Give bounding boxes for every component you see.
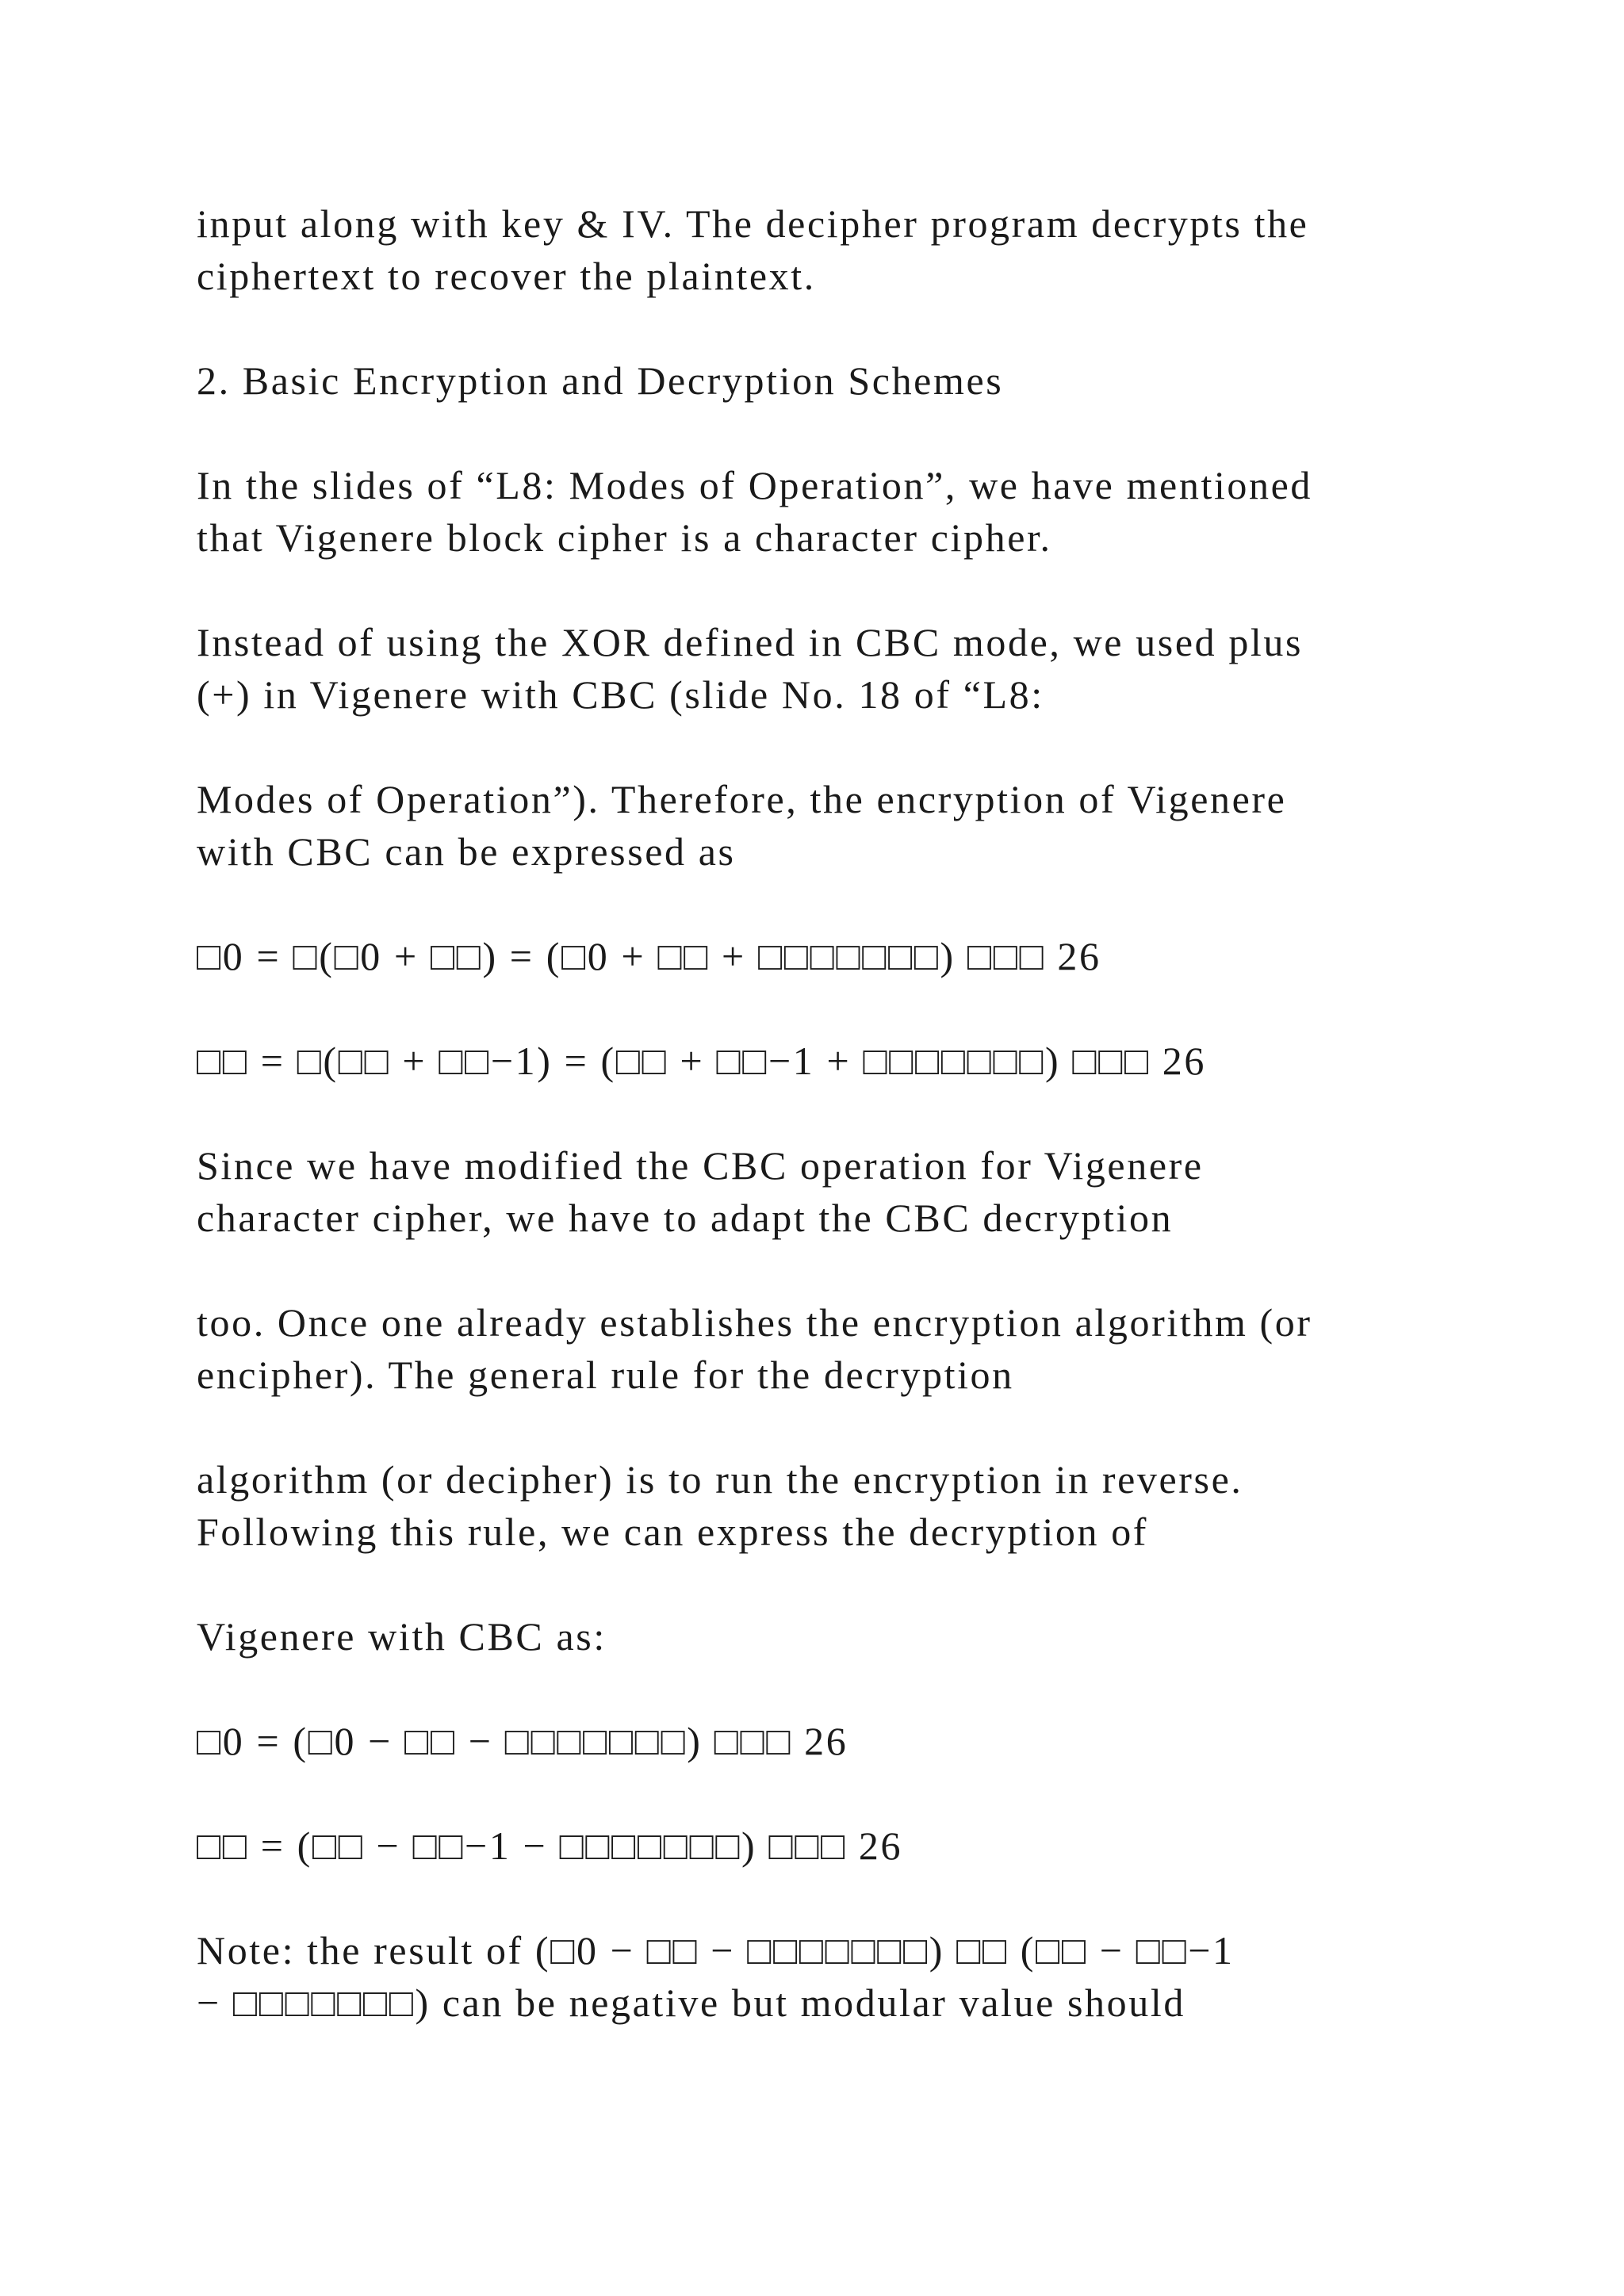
text-line: character cipher, we have to adapt the CBC decryption [197, 1196, 1174, 1240]
text-line: with CBC can be expressed as [197, 829, 736, 874]
text-line: Note: the result of (□0 − □□ − □□□□□□□) □□ (□□ − □□−1 [197, 1928, 1235, 1973]
text-line: Modes of Operation”). Therefore, the encryption of Vigenere [197, 777, 1287, 821]
text-line: algorithm (or decipher) is to run the encryption in reverse. [197, 1457, 1243, 1502]
text-line: Vigenere with CBC as: [197, 1614, 607, 1659]
text-line: Instead of using the XOR defined in CBC mode, we used plus [197, 620, 1304, 664]
text-line: too. Once one already establishes the encryption algorithm (or [197, 1300, 1312, 1345]
text-line: encipher). The general rule for the decryption [197, 1353, 1014, 1397]
text-line: that Vigenere block cipher is a character cipher. [197, 515, 1052, 560]
text-line: Following this rule, we can express the decryption of [197, 1510, 1149, 1554]
text-line: ciphertext to recover the plaintext. [197, 254, 816, 298]
equation-line: □□ = (□□ − □□−1 − □□□□□□□) □□□ 26 [197, 1823, 903, 1868]
text-line: − □□□□□□□) can be negative but modular value should [197, 1980, 1185, 2025]
text-line: In the slides of “L8: Modes of Operation”, we have mentioned [197, 463, 1313, 507]
equation-line: □□ = □(□□ + □□−1) = (□□ + □□−1 + □□□□□□□) □□□ 26 [197, 1039, 1206, 1083]
text-line: Since we have modified the CBC operation for Vigenere [197, 1143, 1204, 1188]
text-line: input along with key & IV. The decipher program decrypts the [197, 201, 1309, 246]
equation-line: □0 = □(□0 + □□) = (□0 + □□ + □□□□□□□) □□□ 26 [197, 934, 1101, 978]
equation-line: □0 = (□0 − □□ − □□□□□□□) □□□ 26 [197, 1719, 848, 1763]
text-line: (+) in Vigenere with CBC (slide No. 18 of “L8: [197, 672, 1044, 717]
section-heading: 2. Basic Encryption and Decryption Schemes [197, 358, 1004, 403]
